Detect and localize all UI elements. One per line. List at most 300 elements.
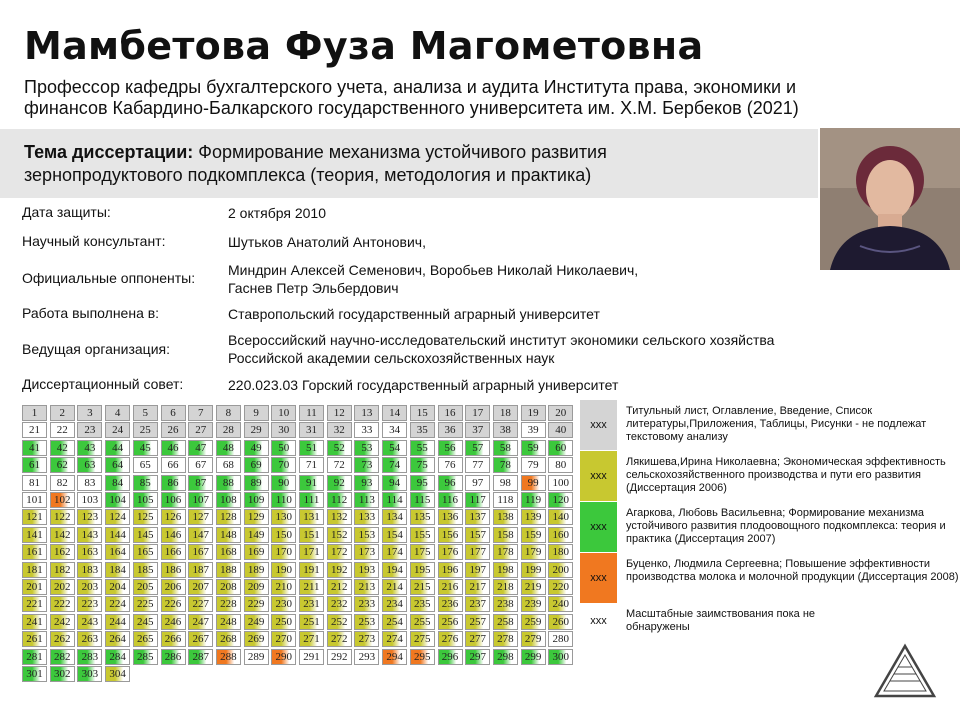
legend-text: Буценко, Людмила Сергеевна; Повышение эффективности производства молока и молочной продукции (Диссертация 2008): [626, 558, 959, 583]
page-cell: 202: [50, 579, 75, 595]
page-cell: 66: [161, 457, 186, 473]
page-cell: 91: [299, 475, 324, 491]
page-cell: 86: [161, 475, 186, 491]
page-cell: 221: [22, 596, 47, 612]
page-cell: 97: [465, 475, 490, 491]
page-cell: 56: [438, 440, 463, 456]
legend-item: [580, 451, 960, 501]
page-cell: 30: [271, 422, 296, 438]
page-cell: 138: [493, 509, 518, 525]
info-value: [228, 261, 828, 297]
page-cell: 126: [161, 509, 186, 525]
page-cell: 241: [22, 614, 47, 630]
page-cell: 292: [327, 649, 352, 665]
page-cell: 303: [77, 666, 102, 682]
page-cell: 128: [216, 509, 241, 525]
page-cell: 173: [354, 544, 379, 560]
page-cell: 27: [188, 422, 213, 438]
page-cell: 159: [521, 527, 546, 543]
page-cell: 243: [77, 614, 102, 630]
page-cell: 153: [354, 527, 379, 543]
page-cell: 37: [465, 422, 490, 438]
page-cell: 256: [438, 614, 463, 630]
page-cell: 87: [188, 475, 213, 491]
page-cell: 200: [548, 562, 573, 578]
page-cell: 271: [299, 631, 324, 647]
page-cell: 162: [50, 544, 75, 560]
page-cell: 302: [50, 666, 75, 682]
dissertation-topic: [24, 141, 804, 187]
page-cell: 48: [216, 440, 241, 456]
page-cell: 279: [521, 631, 546, 647]
page-cell: 141: [22, 527, 47, 543]
page-cell: 41: [22, 440, 47, 456]
page-cell: 151: [299, 527, 324, 543]
page-cell: 161: [22, 544, 47, 560]
page-cell: 220: [548, 579, 573, 595]
page-cell: 2: [50, 405, 75, 421]
page-cell: 283: [77, 649, 102, 665]
page-cell: 276: [438, 631, 463, 647]
page-cell: 265: [133, 631, 158, 647]
page-cell: 83: [77, 475, 102, 491]
page-cell: 22: [50, 422, 75, 438]
position-line-1: Профессор кафедры бухгалтерского учета, анализа и аудита Института права, экономики и: [24, 77, 797, 97]
topic-line-1: Формирование механизма устойчивого развития: [193, 142, 607, 162]
page-cell: 157: [465, 527, 490, 543]
page-cell: 111: [299, 492, 324, 508]
page-cell: 140: [548, 509, 573, 525]
page-cell: 147: [188, 527, 213, 543]
page-cell: 104: [105, 492, 130, 508]
page-cell: 34: [382, 422, 407, 438]
page-cell: 8: [216, 405, 241, 421]
page-cell: 274: [382, 631, 407, 647]
page-cell: 175: [410, 544, 435, 560]
page-cell: 44: [105, 440, 130, 456]
info-value-line: Гаснев Петр Эльбердович: [228, 280, 399, 296]
page-cell: 94: [382, 475, 407, 491]
page-cell: 216: [438, 579, 463, 595]
page-cell: 251: [299, 614, 324, 630]
page-cell: 304: [105, 666, 130, 682]
page-cell: 26: [161, 422, 186, 438]
legend-item: [580, 502, 960, 552]
legend-item: [580, 400, 960, 450]
info-label: Работа выполнена в:: [22, 305, 160, 321]
page-cell: 257: [465, 614, 490, 630]
page-cell: 223: [77, 596, 102, 612]
page-cell: 18: [493, 405, 518, 421]
page-cell: 101: [22, 492, 47, 508]
page-cell: 107: [188, 492, 213, 508]
page-cell: 23: [77, 422, 102, 438]
page-cell: 69: [244, 457, 269, 473]
page-cell: 211: [299, 579, 324, 595]
page-cell: 177: [465, 544, 490, 560]
page-cell: 285: [133, 649, 158, 665]
page-cell: 192: [327, 562, 352, 578]
page-cell: 197: [465, 562, 490, 578]
page-cell: 174: [382, 544, 407, 560]
page-cell: 215: [410, 579, 435, 595]
page-cell: 96: [438, 475, 463, 491]
page-cell: 228: [216, 596, 241, 612]
page-cell: 124: [105, 509, 130, 525]
legend-swatch: xxx: [580, 451, 617, 501]
page-cell: 20: [548, 405, 573, 421]
page-cell: 98: [493, 475, 518, 491]
page-cell: 73: [354, 457, 379, 473]
page-cell: 189: [244, 562, 269, 578]
info-label: Официальные оппоненты:: [22, 270, 196, 286]
page-cell: 166: [161, 544, 186, 560]
page-cell: 195: [410, 562, 435, 578]
page-cell: 35: [410, 422, 435, 438]
page-cell: 284: [105, 649, 130, 665]
page-cell: 181: [22, 562, 47, 578]
page-cell: 188: [216, 562, 241, 578]
info-label: Диссертационный совет:: [22, 376, 184, 392]
page-cell: 205: [133, 579, 158, 595]
page-cell: 213: [354, 579, 379, 595]
page-cell: 133: [354, 509, 379, 525]
page-cell: 237: [465, 596, 490, 612]
page-cell: 129: [244, 509, 269, 525]
page-cell: 298: [493, 649, 518, 665]
info-label: Дата защиты:: [22, 204, 111, 220]
page-cell: 301: [22, 666, 47, 682]
page-cell: 267: [188, 631, 213, 647]
page-cell: 262: [50, 631, 75, 647]
page-cell: 204: [105, 579, 130, 595]
page-cell: 227: [188, 596, 213, 612]
page-cell: 277: [465, 631, 490, 647]
page-cell: 224: [105, 596, 130, 612]
page-cell: 165: [133, 544, 158, 560]
page-cell: 295: [410, 649, 435, 665]
page-cell: 244: [105, 614, 130, 630]
page-cell: 248: [216, 614, 241, 630]
page-cell: 146: [161, 527, 186, 543]
page-cell: 52: [327, 440, 352, 456]
info-label: Научный консультант:: [22, 233, 166, 249]
page-cell: 193: [354, 562, 379, 578]
page-cell: 12: [327, 405, 352, 421]
page-cell: 95: [410, 475, 435, 491]
page-cell: 297: [465, 649, 490, 665]
page-cell: 249: [244, 614, 269, 630]
page-cell: 184: [105, 562, 130, 578]
page-cell: 286: [161, 649, 186, 665]
page-borrowing-grid: [22, 405, 578, 701]
page-cell: 139: [521, 509, 546, 525]
legend-swatch: xxx: [580, 553, 617, 603]
page-cell: 238: [493, 596, 518, 612]
page-cell: 178: [493, 544, 518, 560]
page-cell: 142: [50, 527, 75, 543]
page-cell: 261: [22, 631, 47, 647]
page-cell: 71: [299, 457, 324, 473]
topic-label: Тема диссертации:: [24, 142, 194, 162]
page-cell: 65: [133, 457, 158, 473]
page-cell: 260: [548, 614, 573, 630]
page-cell: 235: [410, 596, 435, 612]
page-cell: 164: [105, 544, 130, 560]
page-cell: 17: [465, 405, 490, 421]
position-description: [24, 77, 904, 119]
page-cell: 240: [548, 596, 573, 612]
legend-item: [580, 604, 960, 638]
page-cell: 172: [327, 544, 352, 560]
page-cell: 171: [299, 544, 324, 560]
page-cell: 70: [271, 457, 296, 473]
page-cell: 13: [354, 405, 379, 421]
page-cell: 36: [438, 422, 463, 438]
page-cell: 19: [521, 405, 546, 421]
page-cell: 123: [77, 509, 102, 525]
legend-swatch: xxx: [580, 400, 617, 450]
page-cell: 38: [493, 422, 518, 438]
page-cell: 163: [77, 544, 102, 560]
info-value-line: Российской академии сельскохозяйственных наук: [228, 350, 555, 366]
page-cell: 245: [133, 614, 158, 630]
page-cell: 134: [382, 509, 407, 525]
page-cell: 130: [271, 509, 296, 525]
page-cell: 62: [50, 457, 75, 473]
page-cell: 15: [410, 405, 435, 421]
legend-text: Лякишева,Ирина Николаевна; Экономическая эффективность сельскохозяйственного производства и пути его развития (Диссертация 2006): [626, 456, 946, 494]
page-cell: 135: [410, 509, 435, 525]
page-cell: 255: [410, 614, 435, 630]
page-cell: 214: [382, 579, 407, 595]
page-cell: 136: [438, 509, 463, 525]
page-cell: 266: [161, 631, 186, 647]
page-cell: 281: [22, 649, 47, 665]
page-cell: 150: [271, 527, 296, 543]
page-cell: 32: [327, 422, 352, 438]
page-cell: 125: [133, 509, 158, 525]
page-cell: 131: [299, 509, 324, 525]
page-cell: 278: [493, 631, 518, 647]
page-cell: 294: [382, 649, 407, 665]
page-cell: 100: [548, 475, 573, 491]
page-cell: 105: [133, 492, 158, 508]
page-cell: 201: [22, 579, 47, 595]
page-cell: 230: [271, 596, 296, 612]
page-cell: 272: [327, 631, 352, 647]
info-value: 220.023.03 Горский государственный аграрный университет: [228, 377, 619, 393]
dissertation-topic-band: [0, 129, 818, 198]
page-cell: 88: [216, 475, 241, 491]
page-cell: 137: [465, 509, 490, 525]
page-cell: 269: [244, 631, 269, 647]
page-cell: 155: [410, 527, 435, 543]
page-cell: 300: [548, 649, 573, 665]
page-cell: 170: [271, 544, 296, 560]
page-cell: 4: [105, 405, 130, 421]
page-cell: 118: [493, 492, 518, 508]
page-cell: 254: [382, 614, 407, 630]
page-cell: 226: [161, 596, 186, 612]
page-cell: 67: [188, 457, 213, 473]
page-cell: 259: [521, 614, 546, 630]
page-cell: 33: [354, 422, 379, 438]
page-cell: 74: [382, 457, 407, 473]
page-cell: 21: [22, 422, 47, 438]
page-cell: 127: [188, 509, 213, 525]
page-cell: 168: [216, 544, 241, 560]
page-cell: 99: [521, 475, 546, 491]
page-cell: 199: [521, 562, 546, 578]
page-cell: 121: [22, 509, 47, 525]
info-value: 2 октября 2010: [228, 205, 326, 221]
page-cell: 210: [271, 579, 296, 595]
person-name: Мамбетова Фуза Магометовна: [24, 24, 704, 68]
page-cell: 209: [244, 579, 269, 595]
info-label: Ведущая организация:: [22, 341, 170, 357]
page-cell: 182: [50, 562, 75, 578]
page-cell: 253: [354, 614, 379, 630]
topic-line-2: зернопродуктового подкомплекса (теория, методология и практика): [24, 165, 592, 185]
page-cell: 3: [77, 405, 102, 421]
page-cell: 246: [161, 614, 186, 630]
legend-swatch: xxx: [580, 604, 617, 638]
page-cell: 264: [105, 631, 130, 647]
page-cell: 114: [382, 492, 407, 508]
page-cell: 112: [327, 492, 352, 508]
page-cell: 40: [548, 422, 573, 438]
page-cell: 122: [50, 509, 75, 525]
page-cell: 109: [244, 492, 269, 508]
page-cell: 275: [410, 631, 435, 647]
page-cell: 60: [548, 440, 573, 456]
page-cell: 89: [244, 475, 269, 491]
legend-item: [580, 553, 960, 603]
page-cell: 176: [438, 544, 463, 560]
page-cell: 225: [133, 596, 158, 612]
page-cell: 58: [493, 440, 518, 456]
page-cell: 206: [161, 579, 186, 595]
page-cell: 242: [50, 614, 75, 630]
page-cell: 289: [244, 649, 269, 665]
page-cell: 190: [271, 562, 296, 578]
page-cell: 93: [354, 475, 379, 491]
page-cell: 63: [77, 457, 102, 473]
page-cell: 116: [438, 492, 463, 508]
page-cell: 53: [354, 440, 379, 456]
page-cell: 191: [299, 562, 324, 578]
page-cell: 31: [299, 422, 324, 438]
page-cell: 28: [216, 422, 241, 438]
page-cell: 79: [521, 457, 546, 473]
page-cell: 106: [161, 492, 186, 508]
page-cell: 152: [327, 527, 352, 543]
page-cell: 81: [22, 475, 47, 491]
page-cell: 108: [216, 492, 241, 508]
page-cell: 132: [327, 509, 352, 525]
page-cell: 180: [548, 544, 573, 560]
page-cell: 29: [244, 422, 269, 438]
info-value: Шутьков Анатолий Антонович,: [228, 234, 426, 250]
page-cell: 119: [521, 492, 546, 508]
page-cell: 231: [299, 596, 324, 612]
page-cell: 46: [161, 440, 186, 456]
page-cell: 55: [410, 440, 435, 456]
page-cell: 282: [50, 649, 75, 665]
page-cell: 280: [548, 631, 573, 647]
page-cell: 39: [521, 422, 546, 438]
page-cell: 156: [438, 527, 463, 543]
page-cell: 198: [493, 562, 518, 578]
page-cell: 42: [50, 440, 75, 456]
page-cell: 45: [133, 440, 158, 456]
page-cell: 212: [327, 579, 352, 595]
page-cell: 117: [465, 492, 490, 508]
page-cell: 54: [382, 440, 407, 456]
page-cell: 270: [271, 631, 296, 647]
page-cell: 158: [493, 527, 518, 543]
page-cell: 49: [244, 440, 269, 456]
legend-text: Агаркова, Любовь Васильевна; Формирование механизма устойчивого развития плодоовощного подкомплекса: теория и практика (Диссертация 2007): [626, 507, 946, 545]
page-cell: 183: [77, 562, 102, 578]
page-cell: 148: [216, 527, 241, 543]
page-cell: 217: [465, 579, 490, 595]
page-cell: 293: [354, 649, 379, 665]
page-cell: 291: [299, 649, 324, 665]
page-cell: 47: [188, 440, 213, 456]
page-cell: 144: [105, 527, 130, 543]
page-cell: 288: [216, 649, 241, 665]
page-cell: 239: [521, 596, 546, 612]
page-cell: 75: [410, 457, 435, 473]
page-cell: 25: [133, 422, 158, 438]
page-cell: 14: [382, 405, 407, 421]
page-cell: 250: [271, 614, 296, 630]
page-cell: 43: [77, 440, 102, 456]
page-cell: 24: [105, 422, 130, 438]
page-cell: 59: [521, 440, 546, 456]
info-value-line: Миндрин Алексей Семенович, Воробьев Николай Николаевич,: [228, 262, 639, 278]
page-cell: 194: [382, 562, 407, 578]
page-cell: 149: [244, 527, 269, 543]
legend-swatch: xxx: [580, 502, 617, 552]
page-cell: 1: [22, 405, 47, 421]
page-cell: 80: [548, 457, 573, 473]
page-cell: 110: [271, 492, 296, 508]
page-cell: 247: [188, 614, 213, 630]
page-cell: 10: [271, 405, 296, 421]
page-cell: 120: [548, 492, 573, 508]
page-cell: 90: [271, 475, 296, 491]
page-cell: 233: [354, 596, 379, 612]
page-cell: 219: [521, 579, 546, 595]
page-cell: 263: [77, 631, 102, 647]
page-cell: 287: [188, 649, 213, 665]
page-cell: 258: [493, 614, 518, 630]
page-cell: 218: [493, 579, 518, 595]
page-cell: 236: [438, 596, 463, 612]
page-cell: 167: [188, 544, 213, 560]
info-value: Ставропольский государственный аграрный университет: [228, 306, 600, 322]
page-cell: 57: [465, 440, 490, 456]
page-cell: 169: [244, 544, 269, 560]
page-cell: 208: [216, 579, 241, 595]
page-cell: 72: [327, 457, 352, 473]
page-cell: 50: [271, 440, 296, 456]
page-cell: 222: [50, 596, 75, 612]
page-cell: 229: [244, 596, 269, 612]
